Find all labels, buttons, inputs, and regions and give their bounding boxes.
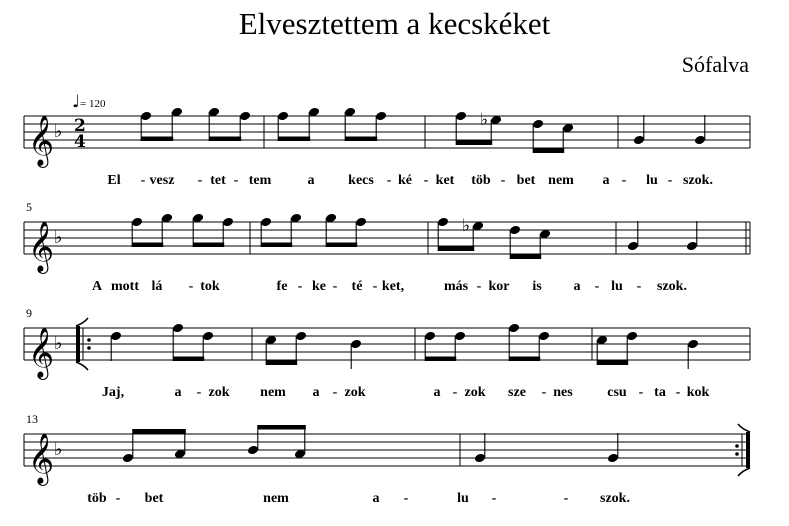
beam [425,357,456,362]
beam [509,357,540,362]
flat-accidental-icon: ♭ [480,110,489,130]
repeat-dot [87,338,91,342]
key-flat-icon: ♭ [54,439,63,460]
staff-system-4 [24,424,750,506]
lyric-syllable: A [91,279,103,294]
treble-clef-icon: 𝄞 [28,221,55,272]
lyric-syllable: lu [646,173,658,188]
flat-accidental-icon: ♭ [462,216,471,236]
lyric-hyphen: - [197,173,203,188]
lyric-syllable: szok. [683,173,713,188]
score-title: Elvesztettem a kecskéket [238,6,551,41]
lyric-syllable: tok [200,279,220,294]
repeat-bracket [76,318,88,326]
lyric-syllable: töb [471,173,491,188]
lyric-syllable: kok [686,385,710,400]
key-flat-icon: ♭ [54,333,63,354]
beam [133,429,186,434]
lyric-hyphen: - [115,491,121,506]
lyric-syllable: ket, [381,279,405,294]
beam [597,361,628,366]
lyric-syllable: sze [508,385,526,400]
staff-system-3 [24,318,750,400]
lyric-syllable: a [573,279,581,294]
lyric-syllable: lu [611,279,623,294]
beam [132,243,163,248]
lyric-hyphen: - [332,385,338,400]
time-signature-top: 2 [74,116,86,136]
beam [266,361,297,366]
beam [261,243,292,248]
lyric-syllable: El [107,173,121,188]
lyric-hyphen: - [196,385,202,400]
lyric-syllable: tet [210,173,226,188]
repeat-bracket [738,424,750,432]
key-flat-icon: ♭ [54,121,63,142]
lyric-syllable: csu [607,385,627,400]
lyric-hyphen: - [452,385,458,400]
lyric-syllable: bet [144,491,164,506]
lyric-syllable: töb [87,491,107,506]
lyric-hyphen: - [563,491,569,506]
lyric-syllable: nes [553,385,573,400]
lyric-syllable: szok. [657,279,687,294]
repeat-end-thick [746,432,750,468]
beam [438,247,474,252]
lyric-hyphen: - [594,279,600,294]
lyric-syllable: ta [654,385,666,400]
lyric-hyphen: - [140,173,146,188]
lyric-syllable: a [307,173,315,188]
system-number-9: 9 [26,306,32,320]
lyric-syllable: a [433,385,441,400]
lyric-syllable: nem [260,385,286,400]
lyric-syllable: kecs [348,173,374,188]
lyric-hyphen: - [541,385,547,400]
lyric-hyphen: - [638,385,644,400]
lyric-syllable: bet [516,173,536,188]
beam [456,141,492,146]
lyric-syllable: tem [248,173,272,188]
lyric-syllable: ké [398,173,412,188]
system-number-13: 13 [26,412,38,426]
lyric-hyphen: - [332,279,338,294]
lyric-syllable: Jaj, [101,385,125,400]
repeat-dot [87,346,91,350]
beam [345,137,377,142]
treble-clef-icon: 𝄞 [28,115,55,166]
system-number-5: 5 [26,200,32,214]
lyric-hyphen: - [667,173,673,188]
lyric-syllable: más [443,279,469,294]
lyric-syllable: té [351,279,363,294]
staff-system-1 [24,107,750,188]
lyric-syllable: ke [312,279,326,294]
beam [173,357,204,362]
lyric-syllable: nem [548,173,574,188]
lyric-hyphen: - [372,279,378,294]
key-flat-icon: ♭ [54,227,63,248]
beam [258,425,306,430]
lyric-syllable: kor [488,279,510,294]
treble-clef-icon: 𝄞 [28,327,55,378]
lyric-syllable: a [174,385,182,400]
beam [326,243,357,248]
lyric-syllable: szok. [600,491,630,506]
lyric-hyphen: - [621,173,627,188]
lyric-syllable: a [312,385,320,400]
treble-clef-icon: 𝄞 [28,433,55,484]
lyric-syllable: zok [208,385,230,400]
lyric-hyphen: - [500,173,506,188]
repeat-bracket [76,362,88,370]
lyric-hyphen: - [423,173,429,188]
beam [141,137,173,142]
lyric-hyphen: - [636,279,642,294]
lyric-syllable: lu [457,491,469,506]
quarter-note-icon: ♩ [72,92,81,112]
lyric-syllable: nem [263,491,289,506]
lyric-syllable: zok [344,385,366,400]
lyric-syllable: a [372,491,380,506]
beam [533,149,564,154]
lyric-syllable: vesz [149,173,175,188]
lyric-hyphen: - [297,279,303,294]
lyric-syllable: lá [151,279,163,294]
repeat-dot [735,444,739,448]
lyric-syllable: fe [276,279,288,294]
lyric-syllable: a [602,173,610,188]
repeat-bracket [738,468,750,476]
lyric-syllable: ket [435,173,455,188]
lyric-syllable: mott [111,279,139,294]
time-signature-bottom: 4 [74,132,86,152]
repeat-start-thick [76,326,80,362]
beam [193,243,224,248]
lyric-syllable: is [532,279,542,294]
lyric-hyphen: - [188,279,194,294]
lyric-hyphen: - [491,491,497,506]
lyric-syllable: zok [464,385,486,400]
lyric-hyphen: - [476,279,482,294]
beam [278,137,310,142]
beam [510,255,541,260]
lyric-hyphen: - [675,385,681,400]
lyric-hyphen: - [403,491,409,506]
lyric-hyphen: - [233,173,239,188]
tempo-value: = 120 [80,98,106,110]
composer-origin: Sófalva [681,52,749,77]
beam [209,137,241,142]
staff-system-2 [24,213,750,294]
repeat-dot [735,452,739,456]
lyric-hyphen: - [386,173,392,188]
